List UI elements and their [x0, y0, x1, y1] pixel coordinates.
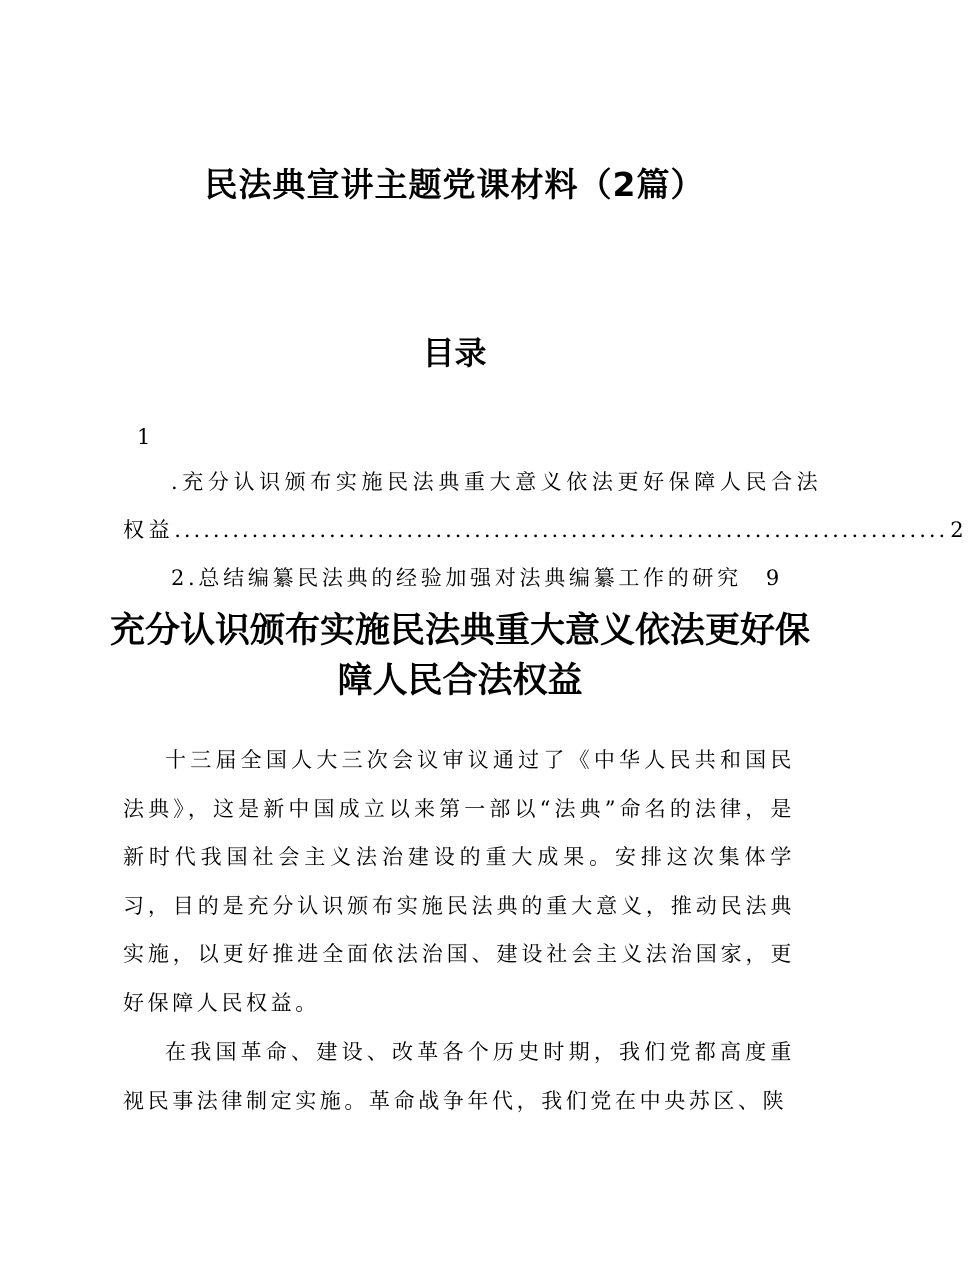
article-title: 充分认识颁布实施民法典重大意义依法更好保障人民合法权益 [110, 611, 811, 701]
toc-entry-2-page-number: 9 [765, 566, 780, 590]
toc-entry-2[interactable] [123, 562, 795, 594]
toc-entry-1-tail-text: 权益 [123, 518, 175, 542]
document-title: 民法典宣讲主题党课材料（2篇） [204, 165, 705, 204]
body-paragraph: 在我国革命、建设、改革各个历史时期，我们党都高度重视民事法律制定实施。革命战争年代，我们党在中央苏区、陕 [123, 1040, 795, 1113]
toc-dot-leader: ................................................................................ [174, 518, 949, 542]
toc-entry-1-line-1[interactable]: .充分认识颁布实施民法典重大意义依法更好保障人民合法 [171, 470, 823, 494]
body-paragraph: 十三届全国人大三次会议审议通过了《中华人民共和国民法典》，这是新中国成立以来第一部以“法典”命名的法律，是新时代我国社会主义法治建设的重大成果。安排这次集体学习，目的是充分认识颁布实施民法典的重大意义，推动民法典实施，以更好推进全面依法治国、建设社会主义法治国家，更好保障人民权益。 [123, 748, 795, 1015]
toc-entry-1-page-number: 2 [950, 518, 968, 542]
toc-entry-number: 1 [137, 425, 151, 449]
toc-heading: 目录 [422, 334, 487, 372]
toc-entry-2-text: 2.总结编纂民法典的经验加强对法典编纂工作的研究 [171, 566, 742, 590]
toc-entry-1-line-2[interactable] [123, 514, 968, 546]
